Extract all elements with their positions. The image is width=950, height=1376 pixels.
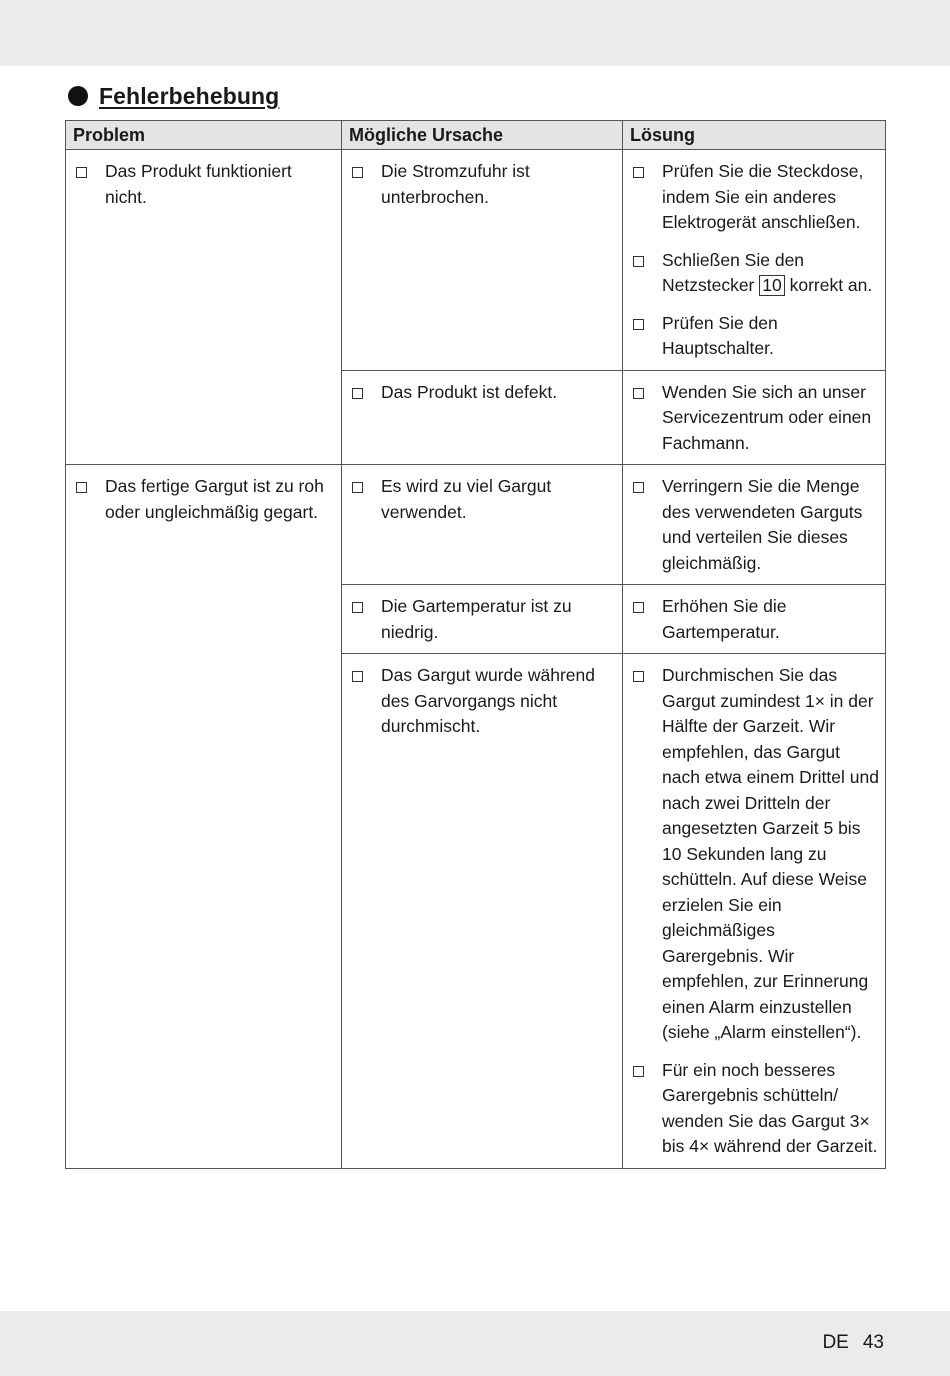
list-item [633, 248, 879, 299]
footer-band [0, 1311, 950, 1376]
cause-cell [342, 465, 623, 585]
table-header-row [66, 121, 886, 150]
page-footer [822, 1332, 884, 1354]
column-header-solution: Lösung [623, 121, 886, 150]
column-header-cause: Mögliche Ursache [342, 121, 623, 150]
header-band [0, 0, 950, 66]
troubleshooting-table [65, 120, 886, 1169]
part-reference-badge: 10 [759, 275, 784, 296]
solution-text: Prüfen Sie den Hauptschalter. [662, 312, 778, 358]
checkbox-icon [633, 167, 644, 178]
solution-text: Für ein noch besseres Garergebnis schütteln/ wenden Sie das Gargut 3× bis 4× während der Garzeit. [662, 1059, 878, 1156]
cause-text: Die Stromzufuhr ist unterbrochen. [381, 161, 530, 207]
list-item [352, 474, 616, 525]
checkbox-icon [633, 671, 644, 682]
solution-text: Durchmischen Sie das Gargut zumindest 1× in der Hälfte der Garzeit. Wir empfehlen, das Gargut nach etwa einem Drittel und nach zwei Dritteln der angesetzten Garzeit 5 bis 10 Sekunden lang zu schütteln. Auf diese Weise erzielen Sie ein gleichmäßiges Garergebnis. Wir empfehlen, zur Erinnerung einen Alarm einzustellen (siehe „Alarm einstellen“). [662, 665, 879, 1042]
list-item [352, 594, 616, 645]
list-item [352, 663, 616, 740]
table-row [66, 465, 886, 585]
solution-cell [623, 654, 886, 1169]
checkbox-icon [352, 388, 363, 399]
checkbox-icon [352, 602, 363, 613]
solution-cell [623, 150, 886, 371]
page-number: 43 [862, 1332, 884, 1353]
cause-text: Das Produkt ist defekt. [381, 381, 558, 402]
solution-text: Erhöhen Sie die Gartemperatur. [662, 596, 787, 642]
solution-cell [623, 465, 886, 585]
bullet-icon [68, 86, 88, 106]
list-item [633, 474, 879, 576]
list-item [633, 1058, 879, 1160]
solution-cell [623, 370, 886, 465]
list-item [76, 474, 335, 525]
checkbox-icon [633, 256, 644, 267]
solution-cell [623, 585, 886, 654]
checkbox-icon [352, 671, 363, 682]
solution-text: Prüfen Sie die Steckdose, indem Sie ein anderes Elektrogerät anschließen. [662, 161, 864, 232]
list-item [633, 594, 879, 645]
list-item [633, 380, 879, 457]
checkbox-icon [76, 167, 87, 178]
list-item [633, 311, 879, 362]
cause-text: Es wird zu viel Gargut verwendet. [381, 476, 552, 522]
solution-text: Wenden Sie sich an unser Servicezentrum oder einen Fachmann. [662, 381, 872, 453]
solution-text-after: korrekt an. [784, 275, 873, 295]
list-item [633, 663, 879, 1046]
problem-text: Das fertige Gargut ist zu roh oder ungleichmäßig gegart. [105, 476, 324, 522]
column-header-problem: Problem [66, 121, 342, 150]
checkbox-icon [633, 319, 644, 330]
list-item [76, 159, 335, 210]
solution-text: Verringern Sie die Menge des verwendeten Garguts und verteilen Sie dieses gleichmäßig. [662, 476, 863, 573]
language-code: DE [822, 1332, 849, 1353]
solution-text [662, 248, 879, 299]
problem-cell [66, 150, 342, 465]
table-row [66, 150, 886, 371]
checkbox-icon [633, 602, 644, 613]
checkbox-icon [352, 167, 363, 178]
problem-cell [66, 465, 342, 1169]
cause-cell [342, 585, 623, 654]
checkbox-icon [352, 482, 363, 493]
cause-cell [342, 370, 623, 465]
section-heading [68, 82, 279, 110]
cause-text: Das Gargut wurde während des Garvorgangs nicht durchmischt. [381, 665, 595, 736]
list-item [352, 159, 616, 210]
problem-text: Das Produkt funktioniert nicht. [105, 161, 292, 207]
solution-text-before: Schließen Sie den Netzstecker [662, 249, 805, 295]
checkbox-icon [633, 388, 644, 399]
list-item [352, 380, 616, 406]
page-title: Fehlerbehebung [99, 82, 280, 109]
checkbox-icon [76, 482, 87, 493]
cause-text: Die Gartemperatur ist zu niedrig. [381, 596, 572, 642]
cause-cell [342, 150, 623, 371]
list-item [633, 159, 879, 236]
checkbox-icon [633, 482, 644, 493]
checkbox-icon [633, 1066, 644, 1077]
cause-cell [342, 654, 623, 1169]
